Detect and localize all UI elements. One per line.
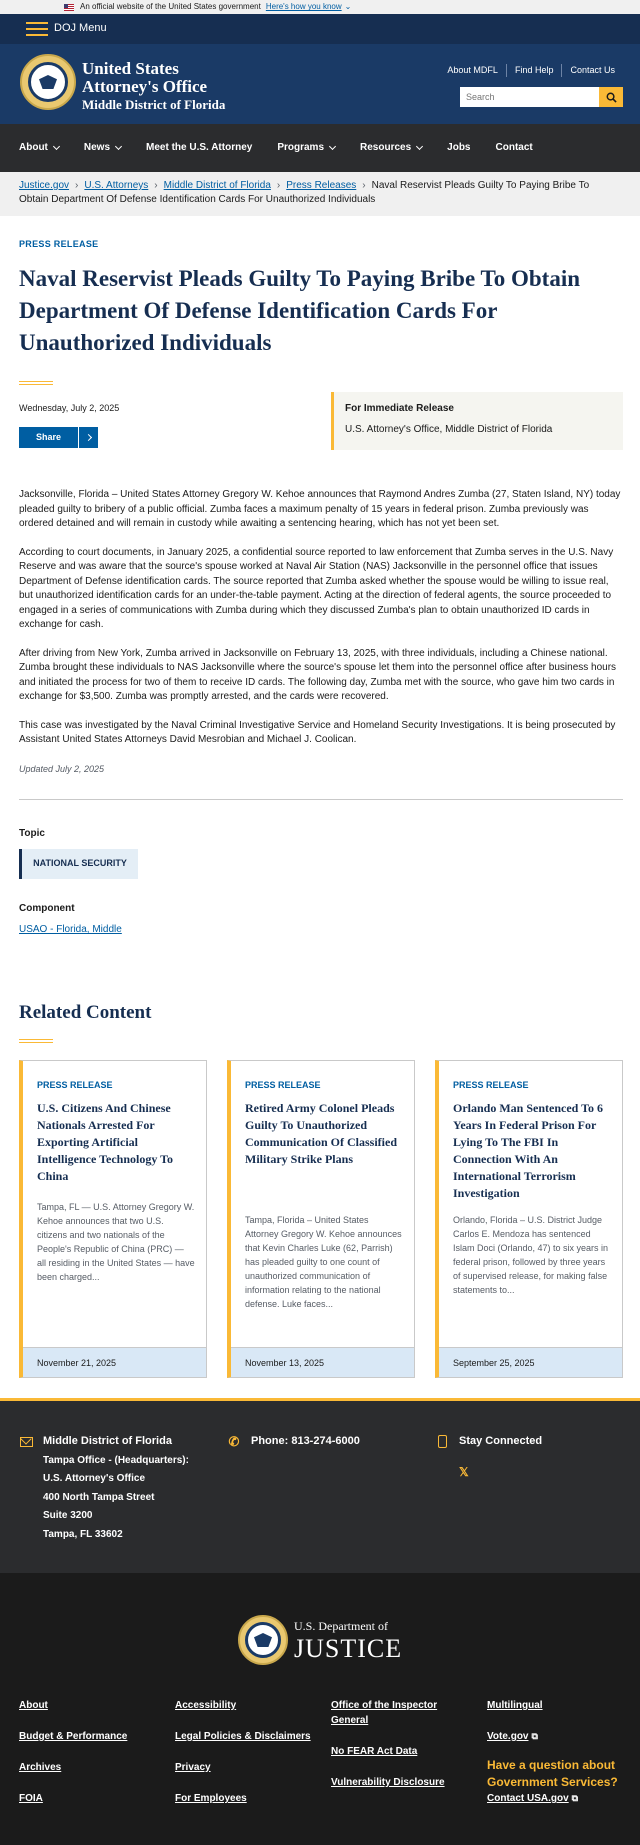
breadcrumb-mdfl[interactable]: Middle District of Florida — [163, 180, 271, 191]
related-card-summary: Tampa, Florida – United States Attorney Gregory W. Kehoe announces that Kevin Charles Luke (62, Parrish) has pleaded guilty to one count of unauthorized communication of information relating to the national defense. Luke faces... — [245, 1215, 402, 1309]
component-link[interactable]: USAO - Florida, Middle — [19, 924, 122, 935]
site-name[interactable]: United States Attorney's Office Middle District of Florida — [82, 59, 226, 112]
nav-about[interactable]: About — [19, 141, 59, 156]
phone-link[interactable]: Phone: 813-274-6000 — [251, 1435, 360, 1447]
related-cards — [19, 1060, 623, 1378]
doj-menu-bar — [0, 14, 640, 44]
footer-link-budget[interactable]: Budget & Performance — [19, 1731, 128, 1742]
nav-contact[interactable]: Contact — [495, 141, 533, 153]
article-paragraph: After driving from New York, Zumba arrived in Jacksonville on February 13, 2025, with three individuals, including a Chinese national. Zumba brought these individuals to NAS Jacksonville where the source's spouse let them into the personnel office after business hours and initiated the process for two of them to receive ID cards. The following day, Zumba met with the source, who gave him two cards in exchange for $3,500. Zumba was promptly arrested, and the cards were recovered. — [19, 647, 617, 702]
topic-tag[interactable]: NATIONAL SECURITY — [19, 849, 138, 879]
article-kicker: PRESS RELEASE — [19, 239, 99, 249]
search-button[interactable] — [599, 87, 623, 107]
breadcrumb-press-releases[interactable]: Press Releases — [286, 180, 357, 191]
find-help-link[interactable]: Find Help — [506, 64, 562, 77]
topic-heading: Topic — [19, 828, 45, 839]
footer-link-archives[interactable]: Archives — [19, 1762, 62, 1773]
nav-news[interactable]: News — [84, 141, 121, 156]
x-twitter-icon[interactable]: 𝕏 — [459, 1464, 469, 1479]
main-nav — [0, 124, 640, 172]
us-flag-icon — [64, 4, 74, 11]
government-services-question: Have a question about Government Services? — [487, 1758, 618, 1789]
heres-how-you-know-link[interactable]: Here's how you know — [265, 2, 342, 12]
related-divider — [19, 1039, 53, 1043]
search-input[interactable] — [460, 87, 599, 107]
breadcrumb-justice-gov[interactable]: Justice.gov — [19, 180, 70, 191]
footer-links-col2 — [175, 1698, 311, 1806]
title-divider — [19, 381, 53, 385]
related-card[interactable]: PRESS RELEASE Retired Army Colonel Pleads Guilty To Unauthorized Communication Of Classified Military Strike Plans Tampa, Florida – United States Attorney Gregory W. Kehoe announces that Kevin Charles Luke (62, Parrish) has pleaded guilty to one count of unauthorized communication of information relating to the national defense. Luke faces... November 13, 2025 — [227, 1060, 415, 1378]
nav-resources[interactable]: Resources — [360, 141, 422, 156]
footer-link-about[interactable]: About — [19, 1700, 48, 1711]
component-heading: Component — [19, 903, 75, 914]
site-header — [0, 44, 640, 124]
nav-programs[interactable]: Programs — [277, 141, 335, 156]
contact-usa-link[interactable]: Contact USA.gov — [487, 1793, 569, 1804]
doj-seal-logo[interactable] — [238, 1615, 288, 1665]
nav-jobs[interactable]: Jobs — [447, 141, 471, 153]
chevron-down-icon — [329, 143, 336, 150]
breadcrumb-current: Naval Reservist Pleads Guilty To Paying Bribe To Obtain Department Of Defense Identification Cards For Unauthorized Individuals — [19, 180, 590, 205]
footer-social — [435, 1434, 542, 1481]
article-paragraph: According to court documents, in January 2025, a confidential source reported to law enforcement that Zumba serves in the U.S. Navy Reserve and was aware that the source's spouse worked at Naval Air Station (NAS) Jacksonville in the personnel office that issues Department of Defense identification cards. The source reported that Zumba asked whether the spouse would be willing to issue real, but unauthorized identification cards for an under-the-table payment. Acting at the direction of federal agents, the source proceeded to engaged in a series of communications with Zumba during which they discussed Zumba's plan to obtain unauthorized ID cards in exchange for cash. — [19, 546, 614, 630]
related-card-date: November 13, 2025 — [231, 1347, 414, 1377]
mail-icon — [19, 1435, 33, 1449]
footer-address: Middle District of Florida Tampa Office - (Headquarters): U.S. Attorney's Office 400 North Tampa Street Suite 3200 Tampa, FL 33602 — [19, 1434, 189, 1544]
doj-wordmark[interactable]: U.S. Department of JUSTICE — [294, 1619, 403, 1664]
stay-connected-label: Stay Connected — [459, 1435, 543, 1447]
share-button[interactable]: Share — [19, 427, 98, 448]
hamburger-icon[interactable] — [26, 22, 48, 36]
eagle-icon — [39, 75, 57, 89]
footer-link-employees[interactable]: For Employees — [175, 1793, 247, 1804]
footer-links-col3 — [331, 1698, 461, 1790]
related-card-title[interactable]: U.S. Citizens And Chinese Nationals Arrested For Exporting Artificial Intelligence Technology To China — [37, 1101, 174, 1183]
utility-links — [439, 64, 623, 77]
about-mdfl-link[interactable]: About MDFL — [447, 65, 498, 75]
footer-link-vulnerability[interactable]: Vulnerability Disclosure — [331, 1777, 445, 1788]
chevron-down-icon — [115, 143, 122, 150]
eagle-icon — [254, 1633, 272, 1647]
breadcrumb: Justice.gov › U.S. Attorneys › Middle District of Florida › Press Releases › Naval Reservist Pleads Guilty To Paying Bribe To Obtain Department Of Defense Identification Cards For Unauthorized Individuals — [0, 172, 640, 216]
related-card-summary: Tampa, FL — U.S. Attorney Gregory W. Kehoe announces that two U.S. citizens and two nationals of the People's Republic of China (PRC) — all residing in the United States — have been charged... — [37, 1202, 195, 1282]
related-content-heading: Related Content — [19, 1002, 152, 1023]
footer-link-legal[interactable]: Legal Policies & Disclaimers — [175, 1731, 311, 1742]
footer-office-name: Middle District of Florida — [43, 1435, 172, 1447]
related-card-summary: Orlando, Florida – U.S. District Judge Carlos E. Mendoza has sentenced Islam Doci (Orlando, 47) to six years in federal prison, followed by three years of supervised release, for making false statements to... — [453, 1215, 609, 1295]
footer-links-col4 — [487, 1698, 623, 1806]
article-paragraph: This case was investigated by the Naval Criminal Investigative Service and Homeland Security Investigations. It is being prosecuted by Assistant United States Attorneys David Mesrobian and Michael J. Coolican. — [19, 719, 616, 745]
chevron-down-icon — [53, 143, 60, 150]
breadcrumb-us-attorneys[interactable]: U.S. Attorneys — [84, 180, 149, 191]
usao-seal-logo[interactable] — [20, 54, 76, 110]
chevron-down-icon — [416, 143, 423, 150]
footer-link-nofear[interactable]: No FEAR Act Data — [331, 1746, 418, 1757]
related-card[interactable]: PRESS RELEASE U.S. Citizens And Chinese Nationals Arrested For Exporting Artificial Intelligence Technology To China Tampa, FL — U.S. Attorney Gregory W. Kehoe announces that two U.S. citizens and two nationals of the People's Republic of China (PRC) — all residing in the United States — have been charged... November 21, 2025 — [19, 1060, 207, 1378]
article-paragraph: Jacksonville, Florida – United States Attorney Gregory W. Kehoe announces that Raymond Andres Zumba (27, Staten Island, NY) today pleaded guilty to bribery of a public official. Zumba faces a maximum penalty of 15 years in federal prison. Zumba previously was ordered detained and will remain in custody while awaiting a sentencing hearing, which has not yet been set. — [19, 489, 621, 529]
footer-main — [0, 1573, 640, 1845]
related-card-date: November 21, 2025 — [23, 1347, 206, 1377]
doj-menu-button[interactable]: DOJ Menu — [54, 22, 107, 35]
related-card[interactable]: PRESS RELEASE Orlando Man Sentenced To 6 Years In Federal Prison For Lying To The FBI In Connection With An International Terrorism Investigation Orlando, Florida – U.S. District Judge Carlos E. Mendoza has sentenced Islam Doci (Orlando, 47) to six years in federal prison, followed by three years of supervised release, for making false statements to... September 25, 2025 — [435, 1060, 623, 1378]
footer-phone — [227, 1434, 360, 1450]
search-form — [460, 87, 623, 107]
mobile-icon — [435, 1435, 449, 1449]
gov-banner — [0, 0, 640, 14]
footer-link-oig[interactable]: Office of the Inspector General — [331, 1700, 438, 1726]
footer-link-accessibility[interactable]: Accessibility — [175, 1700, 237, 1711]
footer-link-vote[interactable]: Vote.gov — [487, 1731, 529, 1742]
footer-link-foia[interactable]: FOIA — [19, 1793, 43, 1804]
article-body — [19, 488, 623, 776]
phone-icon: ✆ — [228, 1433, 240, 1449]
release-box — [331, 392, 623, 450]
release-office: U.S. Attorney's Office, Middle District of Florida — [345, 423, 553, 435]
chevron-down-icon: ⌄ — [344, 2, 352, 12]
related-card-title[interactable]: Retired Army Colonel Pleads Guilty To Unauthorized Communication Of Classified Military Strike Plans — [245, 1101, 398, 1166]
footer-links-col1 — [19, 1698, 127, 1806]
footer-contact — [0, 1398, 640, 1573]
gov-banner-text: An official website of the United States government — [80, 2, 261, 12]
release-heading: For Immediate Release — [345, 403, 454, 414]
updated-date: Updated July 2, 2025 — [19, 763, 105, 774]
page-title: Naval Reservist Pleads Guilty To Paying Bribe To Obtain Department Of Defense Identification Cards For Unauthorized Individuals — [19, 266, 581, 356]
contact-us-link[interactable]: Contact Us — [561, 64, 623, 77]
article-date: Wednesday, July 2, 2025 — [19, 403, 120, 413]
related-card-date: September 25, 2025 — [439, 1347, 622, 1377]
external-link-icon: ⧉ — [571, 1793, 579, 1803]
footer-link-multilingual[interactable]: Multilingual — [487, 1700, 543, 1711]
search-icon — [606, 92, 617, 103]
external-link-icon: ⧉ — [531, 1731, 538, 1741]
footer-link-privacy[interactable]: Privacy — [175, 1762, 211, 1773]
related-card-title[interactable]: Orlando Man Sentenced To 6 Years In Federal Prison For Lying To The FBI In Connection With An International Terrorism Investigation — [453, 1101, 604, 1200]
nav-meet-us-attorney[interactable]: Meet the U.S. Attorney — [146, 141, 253, 153]
chevron-right-icon — [78, 427, 98, 448]
divider — [19, 799, 623, 800]
